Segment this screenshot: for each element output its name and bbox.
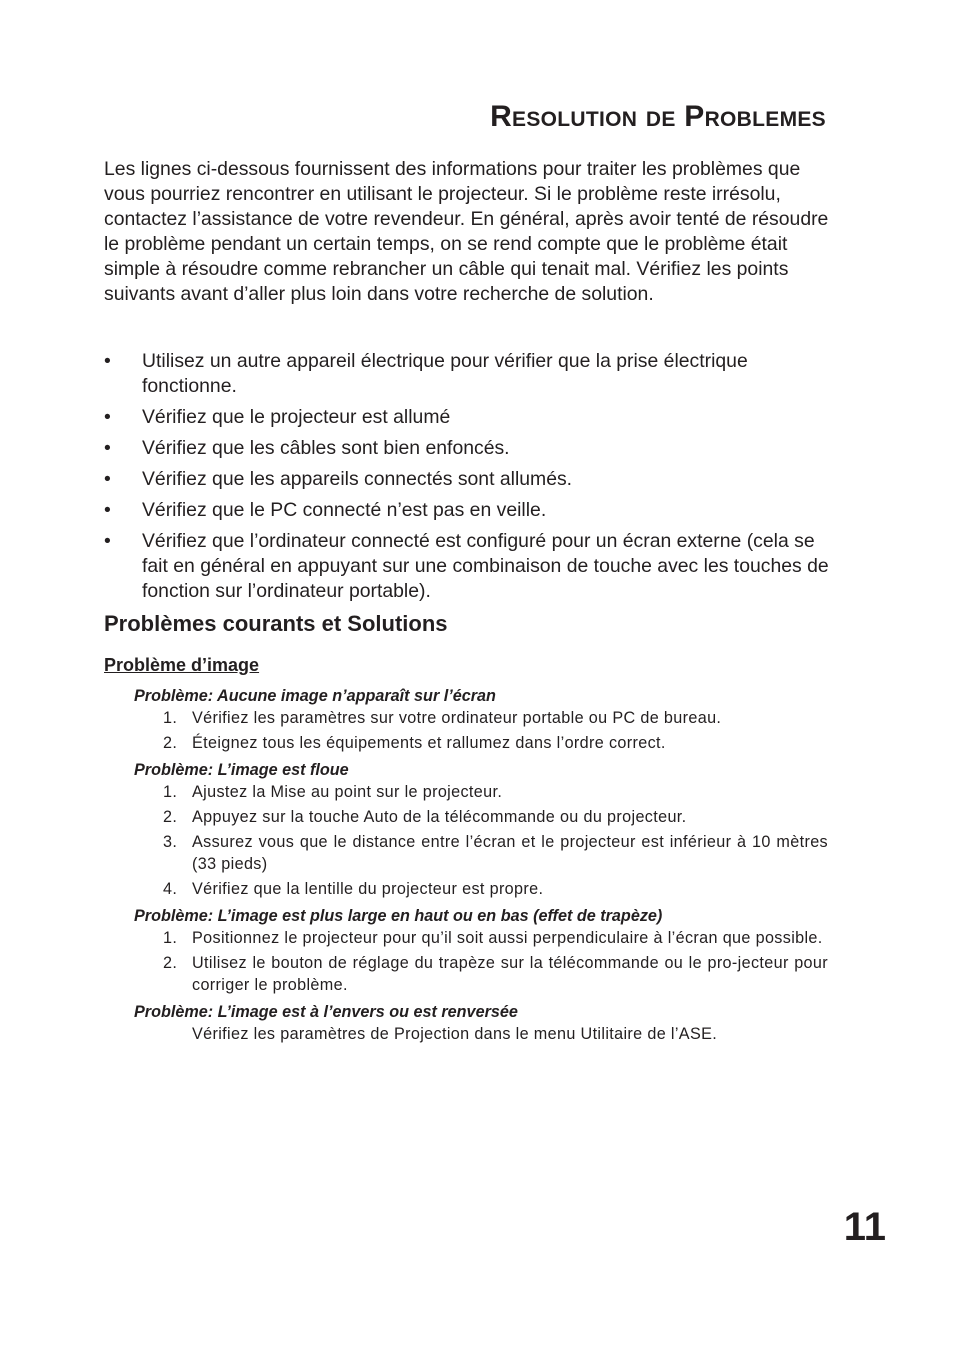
list-item bbox=[104, 405, 832, 430]
solution-step bbox=[134, 707, 828, 729]
solution-step bbox=[134, 927, 828, 949]
page-title: Resolution de Problemes bbox=[490, 100, 826, 133]
step-text: Positionnez le projecteur pour qu’il soit aussi perpendiculaire à l’écran que possible. bbox=[192, 929, 823, 947]
intro-paragraph: Les lignes ci-dessous fournissent des informations pour traiter les problèmes que vous pourriez rencontrer en utilisant le projecteur. Si le problème reste irrésolu, contactez l’assistance de votre revendeur. En général, après avoir tenté de résoudre le problème pendant un certain temps, on se rend compte que le problème était simple à résoudre comme rebrancher un câble qui tenait mal. Vérifiez les points suivants avant d’aller plus loin dans votre recherche de solution. bbox=[104, 158, 829, 305]
list-item bbox=[104, 467, 832, 492]
bullet-icon: • bbox=[104, 406, 111, 428]
step-text: Assurez vous que le distance entre l’écran et le projecteur est inférieur à 10 mètres (33 pieds) bbox=[192, 833, 828, 873]
solution-step bbox=[134, 831, 828, 875]
step-text: Éteignez tous les équipements et rallumez dans l’ordre correct. bbox=[192, 734, 666, 752]
step-text: Appuyez sur la touche Auto de la télécommande ou du projecteur. bbox=[192, 808, 687, 826]
step-number: 4. bbox=[163, 880, 178, 898]
list-item-text: Vérifiez que l’ordinateur connecté est configuré pour un écran externe (cela se fait en général en appuyant sur une combinaison de touche avec les touches de fonction sur l’ordinateur portable). bbox=[142, 530, 829, 602]
problem-title: Problème: L’image est floue bbox=[134, 761, 349, 779]
bullet-icon: • bbox=[104, 468, 111, 490]
solution-step bbox=[134, 732, 828, 754]
list-item-text: Vérifiez que le projecteur est allumé bbox=[142, 406, 451, 428]
list-item-text: Vérifiez que les câbles sont bien enfoncés. bbox=[142, 437, 510, 459]
solution-steps bbox=[134, 927, 828, 996]
page-number: 11 bbox=[843, 1205, 886, 1249]
problem-block bbox=[134, 905, 828, 996]
step-number: 1. bbox=[163, 929, 178, 947]
step-number: 1. bbox=[163, 783, 178, 801]
solution-note: Vérifiez les paramètres de Projection dans le menu Utilitaire de l’ASE. bbox=[192, 1025, 718, 1043]
solution-steps bbox=[134, 707, 828, 754]
list-item bbox=[104, 498, 832, 523]
step-number: 3. bbox=[163, 833, 178, 851]
bullet-icon: • bbox=[104, 499, 111, 521]
list-item bbox=[104, 349, 832, 399]
bullet-icon: • bbox=[104, 437, 111, 459]
problem-list bbox=[134, 685, 828, 1045]
list-item-text: Utilisez un autre appareil électrique pour vérifier que la prise électrique fonctionne. bbox=[142, 350, 748, 397]
step-text: Utilisez le bouton de réglage du trapèze sur la télécommande ou le pro-jecteur pour corriger le problème. bbox=[192, 954, 828, 994]
problem-block bbox=[134, 1001, 828, 1045]
list-item-text: Vérifiez que les appareils connectés sont allumés. bbox=[142, 468, 573, 490]
problem-title: Problème: Aucune image n’apparaît sur l’écran bbox=[134, 687, 496, 705]
solution-step bbox=[134, 781, 828, 803]
problem-title: Problème: L’image est à l’envers ou est renversée bbox=[134, 1003, 518, 1021]
step-number: 2. bbox=[163, 954, 178, 972]
list-item-text: Vérifiez que le PC connecté n’est pas en veille. bbox=[142, 499, 547, 521]
solution-step bbox=[134, 952, 828, 996]
problem-title: Problème: L’image est plus large en haut ou en bas (effet de trapèze) bbox=[134, 907, 663, 925]
step-text: Ajustez la Mise au point sur le projecteur. bbox=[192, 783, 503, 801]
checklist bbox=[104, 349, 832, 610]
step-text: Vérifiez que la lentille du projecteur est propre. bbox=[192, 880, 544, 898]
solution-steps bbox=[134, 781, 828, 900]
solution-step bbox=[134, 806, 828, 828]
list-item bbox=[104, 529, 832, 604]
step-number: 2. bbox=[163, 734, 178, 752]
step-number: 2. bbox=[163, 808, 178, 826]
solution-step bbox=[134, 878, 828, 900]
bullet-icon: • bbox=[104, 530, 111, 552]
problem-block bbox=[134, 685, 828, 754]
list-item bbox=[104, 436, 832, 461]
subsection-heading: Problème d’image bbox=[104, 655, 260, 675]
section-heading: Problèmes courants et Solutions bbox=[104, 611, 448, 636]
step-number: 1. bbox=[163, 709, 178, 727]
bullet-icon: • bbox=[104, 350, 111, 372]
problem-block bbox=[134, 759, 828, 900]
step-text: Vérifiez les paramètres sur votre ordinateur portable ou PC de bureau. bbox=[192, 709, 722, 727]
